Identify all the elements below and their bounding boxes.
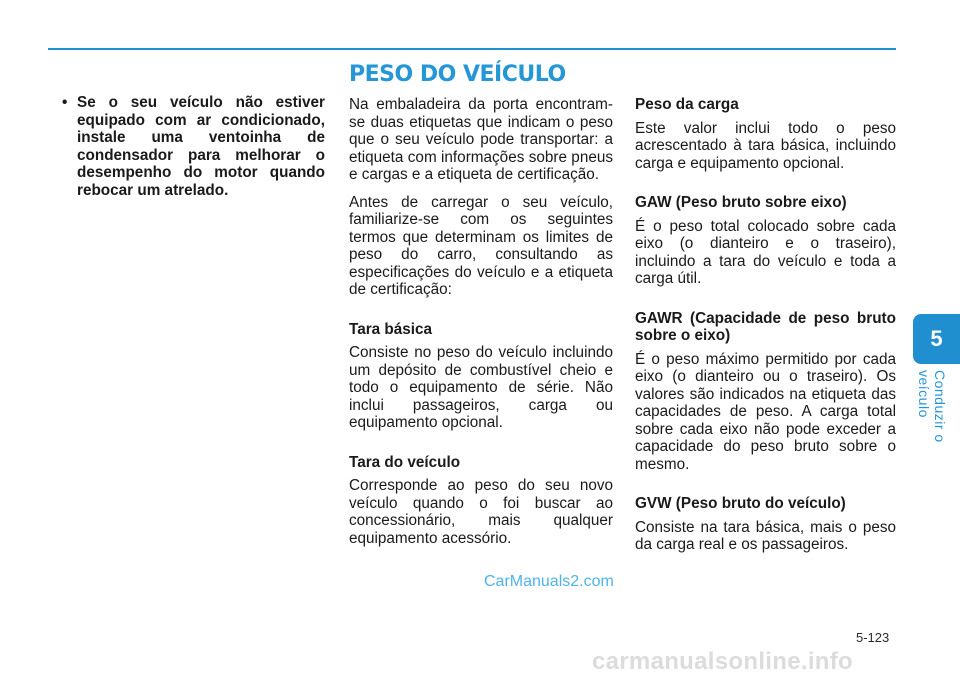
page-number: 5-123 [856,630,890,645]
chapter-tab[interactable]: 5 [913,314,960,364]
section-body: Consiste na tara básica, mais o peso da carga real e os passageiros. [635,518,896,553]
bullet-dot-icon: • [62,94,68,111]
section-gvw [635,495,896,554]
section-body: Corresponde ao peso do seu novo veículo quando o foi buscar ao concessionário, mais qualquer equipamento acessório. [349,477,613,547]
section-heading: GVW (Peso bruto do veículo) [635,495,846,512]
section-heading: Peso da carga [635,96,739,113]
section-tara-veiculo [349,454,613,548]
section-gaw [635,194,896,288]
middle-column [349,96,613,557]
bullet-item [62,94,325,199]
section-heading: Tara básica [349,320,433,338]
section-body: É o peso máximo permitido por cada eixo (o dianteiro ou o traseiro). Os valores são indicados na etiqueta das capacidades de peso. A carga total sobre cada eixo não pode exceder a capacidade do peso bruto sobre o mesmo. [635,350,896,473]
section-body: É o peso total colocado sobre cada eixo (o dianteiro e o traseiro), incluindo a tara do veículo e toda a carga útil. [635,217,896,287]
section-title: PESO DO VEÍCULO [349,62,566,87]
header-rule [48,48,896,50]
section-heading: GAW (Peso bruto sobre eixo) [635,194,847,211]
chapter-label: Conduzir o veículo [916,370,948,443]
footer-watermark: carmanualsonline.info [592,648,854,675]
section-heading: Tara do veículo [349,453,461,471]
section-body: Este valor inclui todo o peso acrescentado à tara básica, incluindo carga e equipamento opcional. [635,119,896,172]
watermark-link[interactable]: CarManuals2.com [484,573,614,590]
right-column [635,96,896,564]
section-heading: GAWR (Capacidade de peso bruto sobre o eixo) [635,309,896,344]
intro-paragraph-1: Na embaladeira da porta encontram-se duas etiquetas que indicam o peso que o seu veículo pode transportar: a etiqueta com informações sobre pneus e cargas e a etiqueta de certificação. [349,96,613,183]
intro-paragraph-2: Antes de carregar o seu veículo, familiarize-se com os seguintes termos que determinam os limites de peso do carro, consultando as especificações do veículo e a etiqueta de certificação: [349,193,613,298]
section-tara-basica [349,321,613,432]
section-body: Consiste no peso do veículo incluindo um depósito de combustível cheio e todo o equipamento de série. Não inclui passageiros, carga ou equipamento opcional. [349,344,613,431]
left-column [62,94,325,199]
bullet-text: Se o seu veículo não estiver equipado com ar condicionado, instale uma ventoinha de condensador para melhorar o desempenho do motor quando rebocar um atrelado. [77,94,325,199]
section-peso-carga [635,96,896,172]
section-gawr [635,310,896,474]
